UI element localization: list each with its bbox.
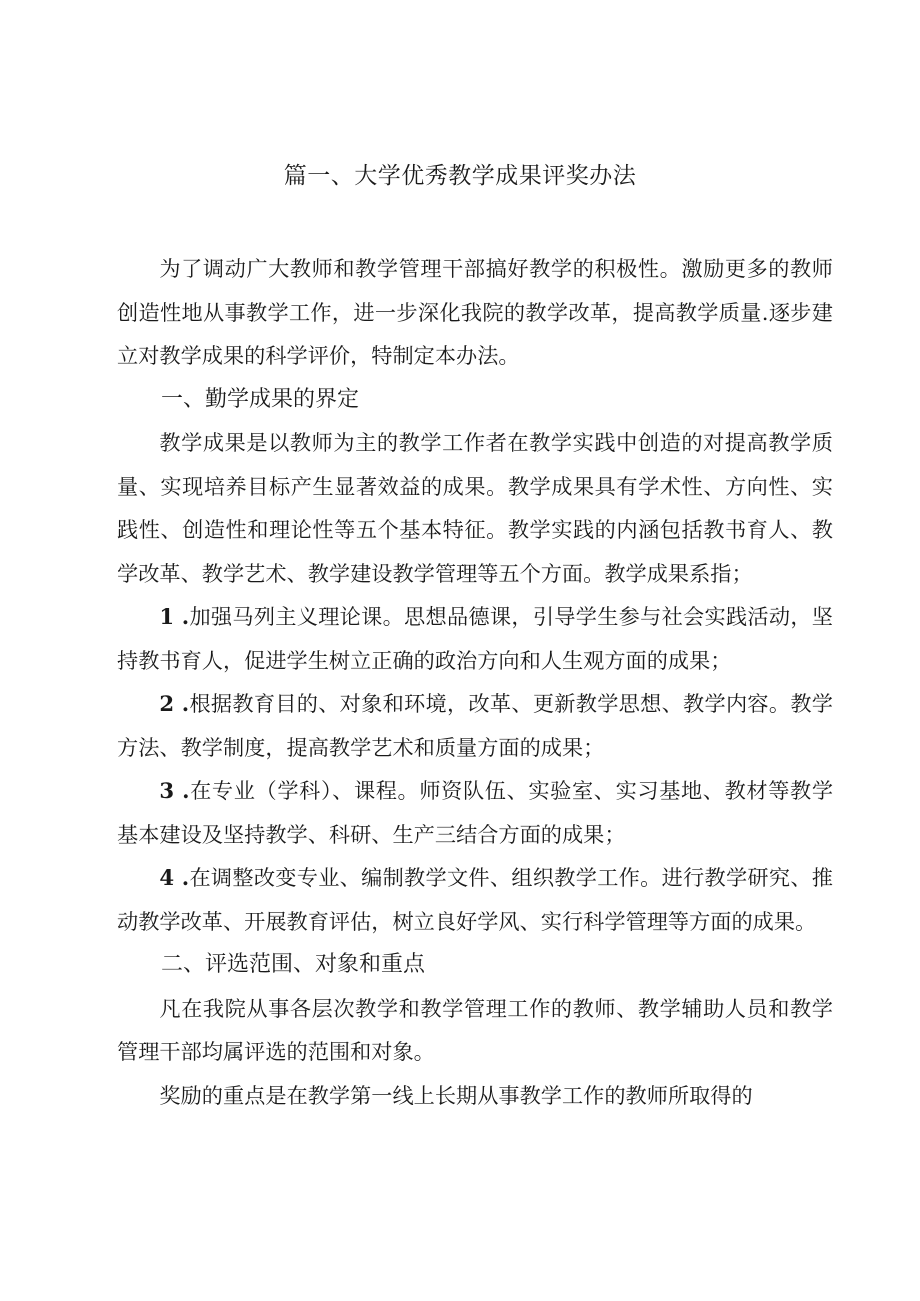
section-2-paragraph: 奖励的重点是在教学第一线上长期从事教学工作的教师所取得的 [159,1082,753,1108]
list-item-text: 加强马列主义理论课。思想品德课，引导学生参与社会实践活动，坚持教书育人，促进学生树立正确的政治方向和人生观方面的成果； [117,604,833,673]
list-item-number: 2 . [159,691,190,716]
list-item [117,595,833,682]
section-2-paragraph: 凡在我院从事各层次教学和教学管理工作的教师、教学辅助人员和教学管理干部均属评选的范围和对象。 [117,995,833,1064]
intro-paragraph: 为了调动广大教师和教学管理干部搞好教学的积极性。激励更多的教师创造性地从事教学工作，进一步深化我院的教学改革，提高教学质量.逐步建立对教学成果的科学评价，特制定本办法。 [117,256,833,368]
list-item-number: 3 . [159,778,190,803]
section-1-heading: 一、勤学成果的界定 [161,386,360,412]
list-item [117,856,833,943]
document-title: 篇一、大学优秀教学成果评奖办法 [283,163,637,189]
list-item-text: 在专业（学科）、课程。师资队伍、实验室、实习基地、教材等教学基本建设及坚持教学、科研、生产三结合方面的成果； [117,778,834,847]
list-item-text: 根据教育目的、对象和环境，改革、更新教学思想、教学内容。教学方法、教学制度，提高教学艺术和质量方面的成果； [117,691,833,760]
list-item-number: 1 . [159,604,190,629]
list-item [117,682,833,769]
section-1-paragraph: 教学成果是以教师为主的教学工作者在教学实践中创造的对提高教学质量、实现培养目标产生显著效益的成果。教学成果具有学术性、方向性、实践性、创造性和理论性等五个基本特征。教学实践的内涵包括教书育人、教学改革、教学艺术、教学建设教学管理等五个方面。教学成果系指； [117,430,833,586]
document-body [117,247,833,1117]
list-item-text: 在调整改变专业、编制教学文件、组织教学工作。进行教学研究、推动教学改革、开展教育评估，树立良好学风、实行科学管理等方面的成果。 [117,865,833,934]
list-item [117,769,833,856]
section-2-heading: 二、评选范围、对象和重点 [161,952,426,977]
list-item-number: 4 . [159,865,190,890]
